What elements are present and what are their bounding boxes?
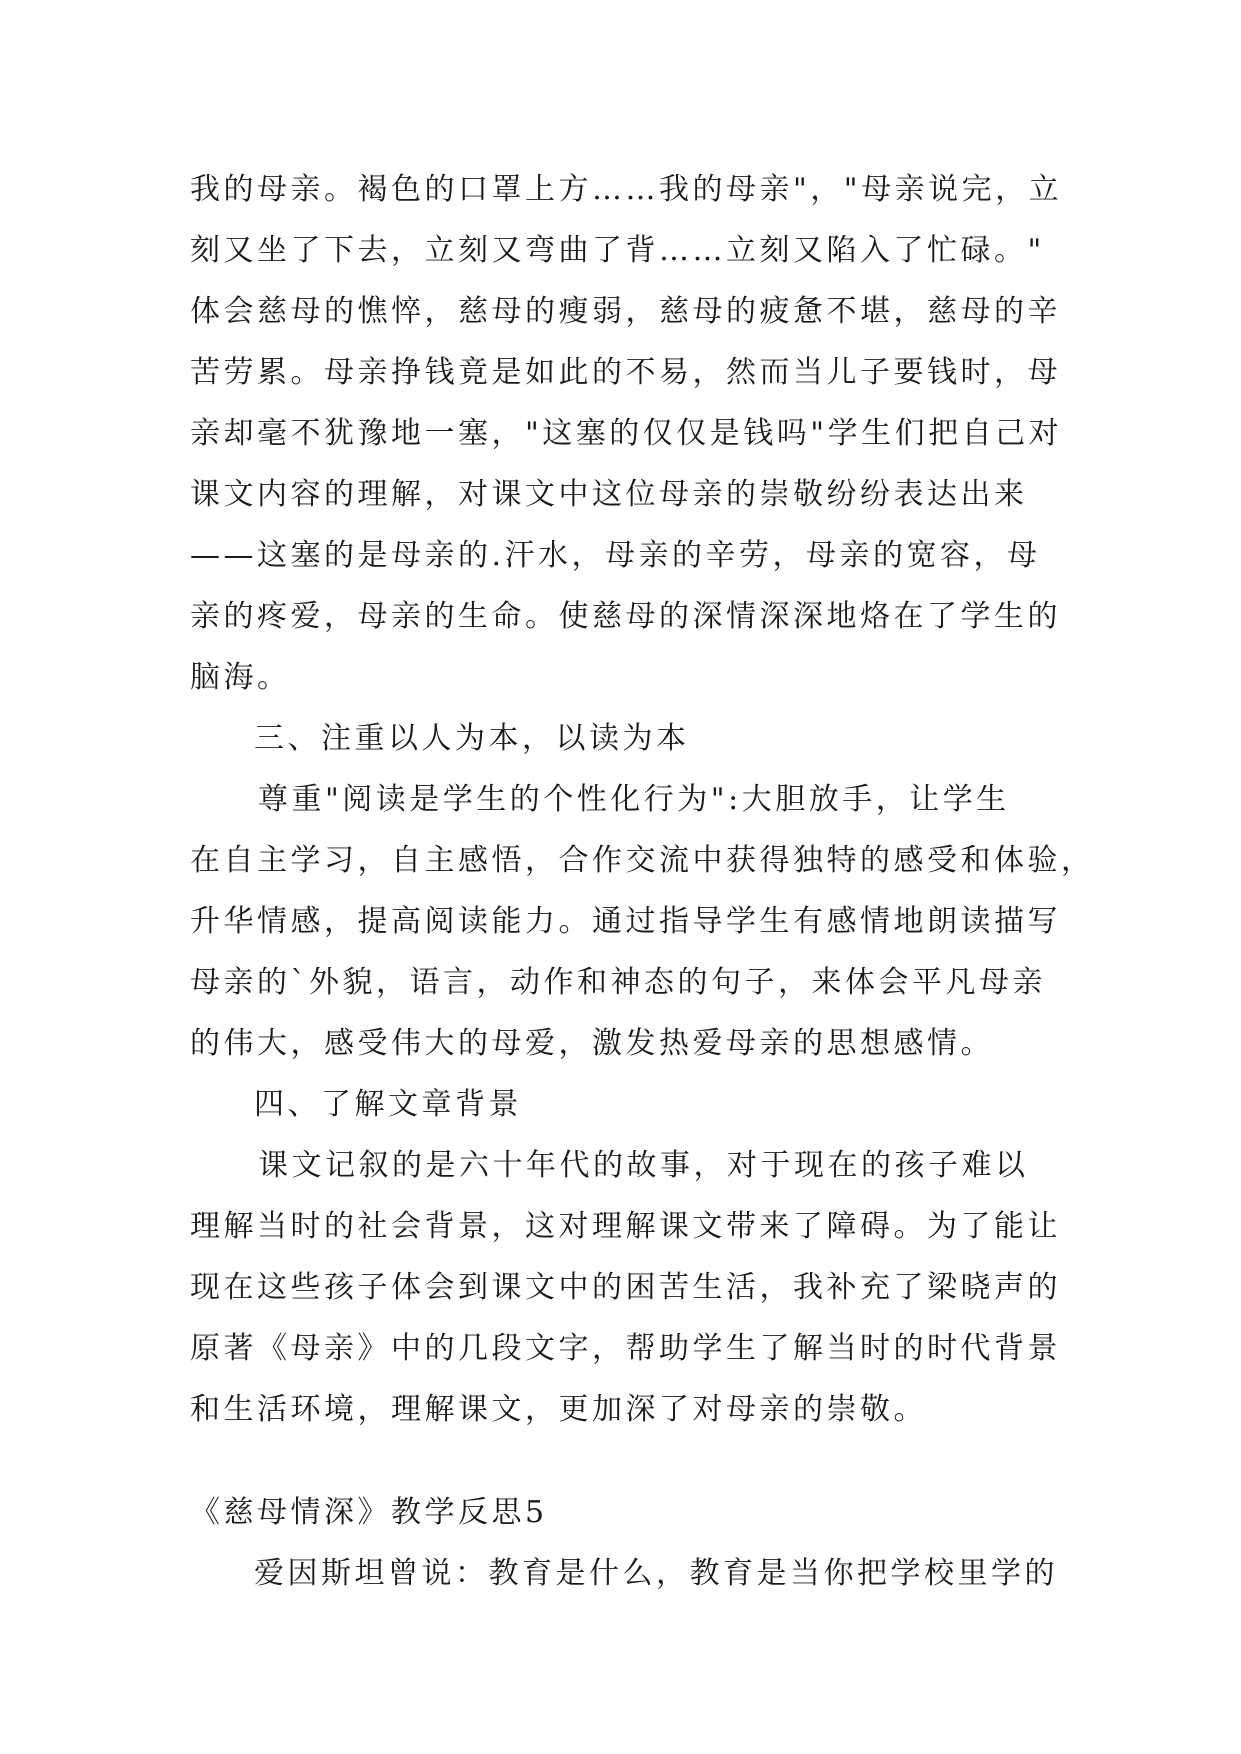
paragraph-line: 爱因斯坦曾说：教育是什么，教育是当你把学校里学的 — [254, 1556, 1058, 1591]
paragraph-line: 体会慈母的憔悴，慈母的瘦弱，慈母的疲惫不堪，慈母的辛 — [190, 294, 1061, 329]
paragraph-line: 尊重"阅读是学生的个性化行为":大胆放手，让学生 — [258, 782, 1010, 817]
paragraph-line: 升华情感，提高阅读能力。通过指导学生有感情地朗读描写 — [190, 904, 1061, 939]
paragraph-line: 课文内容的理解，对课文中这位母亲的崇敬纷纷表达出来 — [190, 477, 1028, 512]
paragraph-line: 我的母亲。褐色的口罩上方……我的母亲"，"母亲说完，立 — [190, 172, 1063, 207]
reflection-title: 《慈母情深》教学反思5 — [190, 1495, 548, 1530]
paragraph-line: 母亲的`外貌，语言，动作和神态的句子，来体会平凡母亲 — [190, 965, 1046, 1000]
paragraph-line: 脑海。 — [190, 660, 291, 695]
paragraph-line: 在自主学习，自主感悟，合作交流中获得独特的感受和体验， — [190, 843, 1095, 878]
paragraph-line: ——这塞的是母亲的.汗水，母亲的辛劳，母亲的宽容，母 — [190, 538, 1041, 573]
paragraph-line: 课文记叙的是六十年代的故事，对于现在的孩子难以 — [258, 1148, 1029, 1183]
paragraph-line: 刻又坐了下去，立刻又弯曲了背……立刻又陷入了忙碌。" — [190, 233, 1045, 268]
paragraph-line: 亲的疼爱，母亲的生命。使慈母的深情深深地烙在了学生的 — [190, 599, 1061, 634]
section-heading-four: 四、了解文章背景 — [254, 1087, 522, 1122]
paragraph-line: 亲却毫不犹豫地一塞，"这塞的仅仅是钱吗"学生们把自己对 — [190, 416, 1063, 451]
paragraph-line: 原著《母亲》中的几段文字，帮助学生了解当时的时代背景 — [190, 1331, 1061, 1366]
paragraph-line: 和生活环境，理解课文，更加深了对母亲的崇敬。 — [190, 1392, 927, 1427]
paragraph-line: 理解当时的社会背景，这对理解课文带来了障碍。为了能让 — [190, 1209, 1061, 1244]
paragraph-line: 现在这些孩子体会到课文中的困苦生活，我补充了梁晓声的 — [190, 1270, 1061, 1305]
paragraph-line: 苦劳累。母亲挣钱竟是如此的不易，然而当儿子要钱时，母 — [190, 355, 1061, 390]
section-heading-three: 三、注重以人为本，以读为本 — [254, 721, 690, 756]
paragraph-line: 的伟大，感受伟大的母爱，激发热爱母亲的思想感情。 — [190, 1026, 994, 1061]
